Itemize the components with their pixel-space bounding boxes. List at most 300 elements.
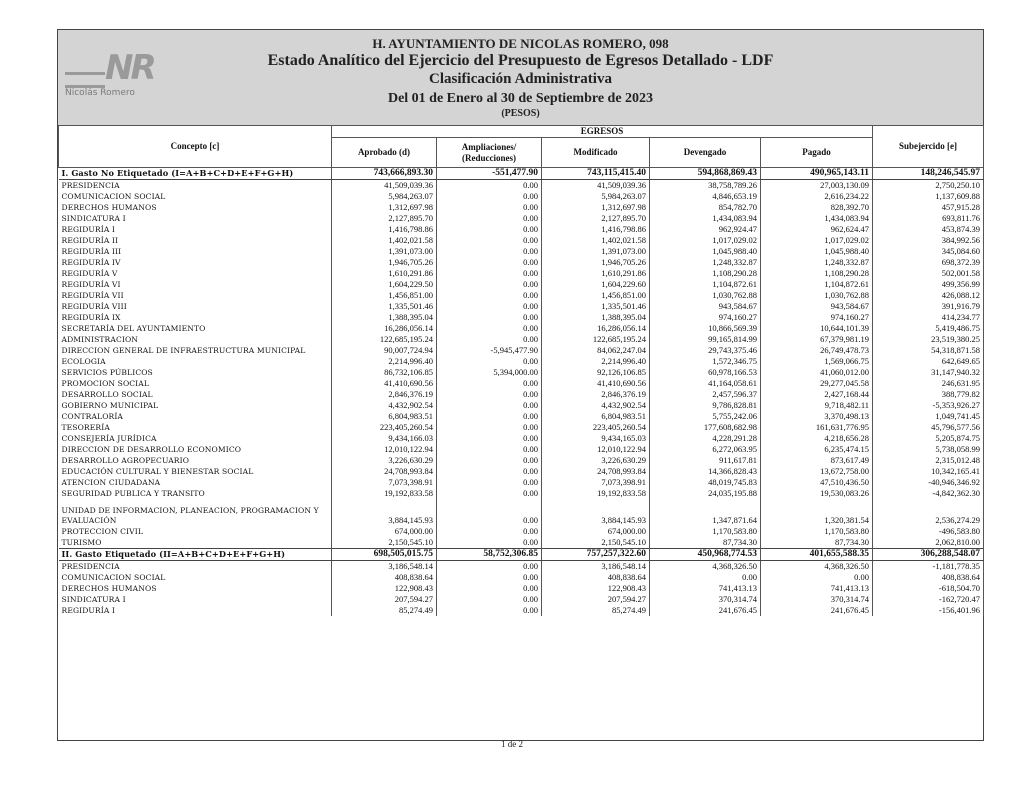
cell-modificado: 84,062,247.04 <box>542 345 650 356</box>
cell-concepto: DERECHOS HUMANOS <box>59 583 332 594</box>
report-period: Del 01 de Enero al 30 de Septiembre de 2023 <box>387 91 654 106</box>
cell-ampliaciones: 0.00 <box>437 213 542 224</box>
cell-modificado: 1,946,705.26 <box>542 257 650 268</box>
cell-aprobado: 3,226,630.29 <box>332 455 437 466</box>
cell-aprobado: 743,666,893.30 <box>332 168 437 180</box>
cell-subejercido: 453,874.39 <box>873 224 984 235</box>
cell-pagado: 873,617.49 <box>761 455 873 466</box>
cell-ampliaciones: 0.00 <box>437 561 542 573</box>
cell-devengado: 1,347,871.64 <box>650 499 761 526</box>
report-classification: Clasificación Administrativa <box>429 71 612 87</box>
cell-modificado: 122,685,195.24 <box>542 334 650 345</box>
table-row <box>59 180 984 192</box>
cell-devengado: 943,584.67 <box>650 301 761 312</box>
table-row <box>59 367 984 378</box>
cell-pagado: 6,235,474.15 <box>761 444 873 455</box>
cell-concepto: TURISMO <box>59 537 332 549</box>
cell-subejercido: 698,372.39 <box>873 257 984 268</box>
cell-modificado: 757,257,322.60 <box>542 549 650 561</box>
cell-devengado: 14,366,828.43 <box>650 466 761 477</box>
cell-subejercido: -4,842,362.30 <box>873 488 984 499</box>
cell-concepto: UNIDAD DE INFORMACION, PLANEACION, PROGRAMACION Y EVALUACIÓN <box>59 499 332 526</box>
cell-modificado: 19,192,833.58 <box>542 488 650 499</box>
cell-ampliaciones: 0.00 <box>437 594 542 605</box>
section-total-row <box>59 549 984 561</box>
cell-subejercido: 1,137,609.88 <box>873 191 984 202</box>
table-row <box>59 488 984 499</box>
col-pagado: Pagado <box>761 138 873 168</box>
page-number: 1 de 2 <box>501 739 523 749</box>
col-ampliaciones: Ampliaciones/ (Reducciones) <box>437 138 542 168</box>
cell-aprobado: 223,405,260.54 <box>332 422 437 433</box>
cell-modificado: 12,010,122.94 <box>542 444 650 455</box>
cell-pagado: 9,718,482.11 <box>761 400 873 411</box>
col-modificado: Modificado <box>542 138 650 168</box>
cell-pagado: 13,672,758.00 <box>761 466 873 477</box>
cell-modificado: 1,416,798.86 <box>542 224 650 235</box>
cell-ampliaciones: 5,394,000.00 <box>437 367 542 378</box>
cell-concepto: REGIDURÍA I <box>59 224 332 235</box>
cell-pagado: 87,734.30 <box>761 537 873 549</box>
cell-devengado: 2,457,596.37 <box>650 389 761 400</box>
cell-ampliaciones: 0.00 <box>437 499 542 526</box>
cell-aprobado: 3,884,145.93 <box>332 499 437 526</box>
cell-subejercido: 693,811.76 <box>873 213 984 224</box>
cell-concepto: REGIDURÍA I <box>59 605 332 616</box>
table-row <box>59 279 984 290</box>
cell-modificado: 2,846,376.19 <box>542 389 650 400</box>
cell-concepto: PROTECCION CIVIL <box>59 526 332 537</box>
cell-pagado: 1,569,066.75 <box>761 356 873 367</box>
table-row <box>59 268 984 279</box>
cell-aprobado: 207,594.27 <box>332 594 437 605</box>
report-header <box>58 30 983 126</box>
cell-pagado: 370,314.74 <box>761 594 873 605</box>
cell-aprobado: 90,007,724.94 <box>332 345 437 356</box>
cell-concepto: ECOLOGIA <box>59 356 332 367</box>
cell-subejercido: 1,049,741.45 <box>873 411 984 422</box>
cell-modificado: 92,126,106.85 <box>542 367 650 378</box>
table-row <box>59 594 984 605</box>
cell-modificado: 4,432,902.54 <box>542 400 650 411</box>
table-row <box>59 389 984 400</box>
cell-modificado: 1,312,697.98 <box>542 202 650 213</box>
cell-ampliaciones: 0.00 <box>437 235 542 246</box>
section-total-row <box>59 168 984 180</box>
cell-modificado: 1,391,073.00 <box>542 246 650 257</box>
table-row <box>59 213 984 224</box>
cell-aprobado: 5,984,263.07 <box>332 191 437 202</box>
cell-modificado: 2,150,545.10 <box>542 537 650 549</box>
cell-subejercido: 54,318,871.58 <box>873 345 984 356</box>
cell-pagado: 1,170,583.80 <box>761 526 873 537</box>
cell-subejercido: -156,401.96 <box>873 605 984 616</box>
cell-aprobado: 1,388,395.04 <box>332 312 437 323</box>
table-row <box>59 572 984 583</box>
cell-pagado: 1,108,290.28 <box>761 268 873 279</box>
cell-pagado: 1,030,762.88 <box>761 290 873 301</box>
table-row <box>59 433 984 444</box>
cell-devengado: 370,314.74 <box>650 594 761 605</box>
cell-concepto: REGIDURÍA VIII <box>59 301 332 312</box>
cell-concepto: DERECHOS HUMANOS <box>59 202 332 213</box>
cell-concepto: CONTRALORÍA <box>59 411 332 422</box>
cell-ampliaciones: 0.00 <box>437 444 542 455</box>
cell-subejercido: 5,738,058.99 <box>873 444 984 455</box>
cell-devengado: 10,866,569.39 <box>650 323 761 334</box>
cell-subejercido: -618,504.70 <box>873 583 984 594</box>
cell-subejercido: 2,315,012.48 <box>873 455 984 466</box>
cell-aprobado: 41,509,039.36 <box>332 180 437 192</box>
cell-ampliaciones: 0.00 <box>437 466 542 477</box>
budget-table <box>58 125 984 616</box>
col-subejercido: Subejercido [e] <box>873 126 984 168</box>
cell-concepto: II. Gasto Etiquetado (II=A+B+C+D+E+F+G+H) <box>59 549 332 561</box>
cell-pagado: 741,413.13 <box>761 583 873 594</box>
cell-pagado: 1,248,332.87 <box>761 257 873 268</box>
cell-devengado: 1,434,083.94 <box>650 213 761 224</box>
cell-concepto: SINDICATURA I <box>59 213 332 224</box>
cell-ampliaciones: 0.00 <box>437 268 542 279</box>
cell-ampliaciones: 0.00 <box>437 605 542 616</box>
cell-aprobado: 7,073,398.91 <box>332 477 437 488</box>
report-title: Estado Analítico del Ejercicio del Presupuesto de Egresos Detallado - LDF <box>267 52 774 69</box>
table-row <box>59 444 984 455</box>
cell-aprobado: 9,434,166.03 <box>332 433 437 444</box>
cell-subejercido: -40,946,346.92 <box>873 477 984 488</box>
cell-concepto: PRESIDENCIA <box>59 561 332 573</box>
cell-subejercido: -496,583.80 <box>873 526 984 537</box>
cell-modificado: 41,509,039.36 <box>542 180 650 192</box>
cell-concepto: REGIDURÍA VI <box>59 279 332 290</box>
cell-aprobado: 2,150,545.10 <box>332 537 437 549</box>
table-row <box>59 466 984 477</box>
cell-aprobado: 1,604,229.50 <box>332 279 437 290</box>
cell-devengado: 1,170,583.80 <box>650 526 761 537</box>
cell-ampliaciones: -551,477.90 <box>437 168 542 180</box>
cell-modificado: 1,610,291.86 <box>542 268 650 279</box>
cell-pagado: 490,965,143.11 <box>761 168 873 180</box>
cell-modificado: 9,434,165.03 <box>542 433 650 444</box>
cell-devengado: 60,978,166.53 <box>650 367 761 378</box>
cell-ampliaciones: -5,945,477.90 <box>437 345 542 356</box>
cell-devengado: 594,868,869.43 <box>650 168 761 180</box>
cell-modificado: 3,186,548.14 <box>542 561 650 573</box>
cell-ampliaciones: 0.00 <box>437 334 542 345</box>
cell-subejercido: 502,001.58 <box>873 268 984 279</box>
cell-devengado: 41,164,058.61 <box>650 378 761 389</box>
cell-concepto: REGIDURÍA II <box>59 235 332 246</box>
cell-ampliaciones: 0.00 <box>437 180 542 192</box>
cell-devengado: 1,108,290.28 <box>650 268 761 279</box>
cell-aprobado: 1,456,851.00 <box>332 290 437 301</box>
cell-subejercido: -1,181,778.35 <box>873 561 984 573</box>
cell-subejercido: 148,246,545.97 <box>873 168 984 180</box>
cell-ampliaciones: 0.00 <box>437 191 542 202</box>
cell-modificado: 3,884,145.93 <box>542 499 650 526</box>
cell-concepto: DESARROLLO SOCIAL <box>59 389 332 400</box>
cell-subejercido: 2,536,274.29 <box>873 499 984 526</box>
cell-concepto: PROMOCION SOCIAL <box>59 378 332 389</box>
cell-modificado: 41,410,690.56 <box>542 378 650 389</box>
table-row <box>59 345 984 356</box>
cell-concepto: DIRECCION GENERAL DE INFRAESTRUCTURA MUNICIPAL <box>59 345 332 356</box>
cell-devengado: 1,030,762.88 <box>650 290 761 301</box>
cell-aprobado: 1,946,705.26 <box>332 257 437 268</box>
entity-name: H. AYUNTAMIENTO DE NICOLAS ROMERO, 098 <box>372 36 669 51</box>
cell-pagado: 27,003,130.09 <box>761 180 873 192</box>
cell-modificado: 408,838.64 <box>542 572 650 583</box>
cell-subejercido: 31,147,940.32 <box>873 367 984 378</box>
cell-concepto: ADMINISTRACION <box>59 334 332 345</box>
cell-ampliaciones: 0.00 <box>437 477 542 488</box>
table-row <box>59 323 984 334</box>
cell-aprobado: 698,505,015.75 <box>332 549 437 561</box>
col-aprobado: Aprobado (d) <box>332 138 437 168</box>
cell-aprobado: 41,410,690.56 <box>332 378 437 389</box>
budget-table-body <box>59 168 984 617</box>
cell-pagado: 401,655,588.35 <box>761 549 873 561</box>
cell-ampliaciones: 0.00 <box>437 400 542 411</box>
cell-aprobado: 85,274.49 <box>332 605 437 616</box>
cell-pagado: 41,060,012.00 <box>761 367 873 378</box>
table-row <box>59 290 984 301</box>
cell-pagado: 47,510,436.50 <box>761 477 873 488</box>
cell-ampliaciones: 0.00 <box>437 433 542 444</box>
cell-modificado: 2,214,996.40 <box>542 356 650 367</box>
cell-modificado: 7,073,398.91 <box>542 477 650 488</box>
cell-pagado: 67,379,981.19 <box>761 334 873 345</box>
cell-ampliaciones: 0.00 <box>437 572 542 583</box>
cell-concepto: SECRETARÍA DEL AYUNTAMIENTO <box>59 323 332 334</box>
cell-aprobado: 1,402,021.58 <box>332 235 437 246</box>
cell-modificado: 674,000.00 <box>542 526 650 537</box>
col-devengado: Devengado <box>650 138 761 168</box>
table-row <box>59 537 984 549</box>
cell-ampliaciones: 0.00 <box>437 246 542 257</box>
table-row <box>59 224 984 235</box>
table-row <box>59 301 984 312</box>
cell-concepto: SERVICIOS PÚBLICOS <box>59 367 332 378</box>
cell-ampliaciones: 0.00 <box>437 290 542 301</box>
cell-subejercido: 10,342,165.41 <box>873 466 984 477</box>
table-row <box>59 411 984 422</box>
logo-text: NR <box>105 48 154 88</box>
table-row <box>59 246 984 257</box>
cell-ampliaciones: 0.00 <box>437 389 542 400</box>
cell-ampliaciones: 58,752,306.85 <box>437 549 542 561</box>
cell-devengado: 24,035,195.88 <box>650 488 761 499</box>
cell-subejercido: 2,750,250.10 <box>873 180 984 192</box>
cell-concepto: EDUCACIÓN CULTURAL Y BIENESTAR SOCIAL <box>59 466 332 477</box>
cell-aprobado: 86,732,106.85 <box>332 367 437 378</box>
cell-pagado: 19,530,083.26 <box>761 488 873 499</box>
cell-ampliaciones: 0.00 <box>437 455 542 466</box>
cell-pagado: 29,277,045.58 <box>761 378 873 389</box>
cell-modificado: 223,405,260.54 <box>542 422 650 433</box>
cell-modificado: 5,984,263.07 <box>542 191 650 202</box>
cell-devengado: 5,755,242.06 <box>650 411 761 422</box>
cell-pagado: 2,616,234.22 <box>761 191 873 202</box>
table-row <box>59 191 984 202</box>
cell-ampliaciones: 0.00 <box>437 583 542 594</box>
cell-devengado: 1,572,346.75 <box>650 356 761 367</box>
cell-ampliaciones: 0.00 <box>437 202 542 213</box>
cell-aprobado: 4,432,902.54 <box>332 400 437 411</box>
cell-concepto: DIRECCION DE DESARROLLO ECONOMICO <box>59 444 332 455</box>
cell-aprobado: 6,804,983.51 <box>332 411 437 422</box>
cell-pagado: 962,624.47 <box>761 224 873 235</box>
cell-concepto: REGIDURÍA IX <box>59 312 332 323</box>
cell-aprobado: 122,685,195.24 <box>332 334 437 345</box>
cell-pagado: 1,104,872.61 <box>761 279 873 290</box>
cell-devengado: 4,228,291.28 <box>650 433 761 444</box>
cell-devengado: 741,413.13 <box>650 583 761 594</box>
cell-ampliaciones: 0.00 <box>437 257 542 268</box>
cell-subejercido: 45,796,577.56 <box>873 422 984 433</box>
cell-aprobado: 1,335,501.46 <box>332 301 437 312</box>
cell-ampliaciones: 0.00 <box>437 312 542 323</box>
table-row <box>59 312 984 323</box>
cell-subejercido: 306,288,548.07 <box>873 549 984 561</box>
cell-devengado: 87,734.30 <box>650 537 761 549</box>
cell-ampliaciones: 0.00 <box>437 411 542 422</box>
cell-subejercido: 2,062,810.00 <box>873 537 984 549</box>
cell-devengado: 1,104,872.61 <box>650 279 761 290</box>
cell-ampliaciones: 0.00 <box>437 378 542 389</box>
cell-aprobado: 2,846,376.19 <box>332 389 437 400</box>
table-row <box>59 422 984 433</box>
cell-ampliaciones: 0.00 <box>437 488 542 499</box>
cell-modificado: 1,456,851.00 <box>542 290 650 301</box>
table-row <box>59 605 984 616</box>
logo-subtext: Nicolás Romero <box>65 88 135 98</box>
cell-concepto: ATENCION CIUDADANA <box>59 477 332 488</box>
cell-devengado: 911,617.81 <box>650 455 761 466</box>
cell-concepto: REGIDURÍA III <box>59 246 332 257</box>
cell-modificado: 24,708,993.84 <box>542 466 650 477</box>
cell-pagado: 1,017,029.02 <box>761 235 873 246</box>
cell-subejercido: 246,631.95 <box>873 378 984 389</box>
cell-modificado: 122,908.43 <box>542 583 650 594</box>
cell-devengado: 450,968,774.53 <box>650 549 761 561</box>
table-row <box>59 400 984 411</box>
cell-pagado: 0.00 <box>761 572 873 583</box>
cell-devengado: 48,019,745.83 <box>650 477 761 488</box>
cell-ampliaciones: 0.00 <box>437 279 542 290</box>
cell-subejercido: 408,838.64 <box>873 572 984 583</box>
cell-concepto: REGIDURÍA V <box>59 268 332 279</box>
cell-pagado: 943,584.67 <box>761 301 873 312</box>
cell-subejercido: 414,234.77 <box>873 312 984 323</box>
cell-aprobado: 408,838.64 <box>332 572 437 583</box>
cell-aprobado: 1,391,073.00 <box>332 246 437 257</box>
col-egresos: EGRESOS <box>332 126 873 138</box>
cell-subejercido: 457,915.28 <box>873 202 984 213</box>
table-row <box>59 202 984 213</box>
cell-aprobado: 2,127,895.70 <box>332 213 437 224</box>
report-units: (PESOS) <box>501 108 540 119</box>
cell-subejercido: 499,356.99 <box>873 279 984 290</box>
cell-concepto: COMUNICACION SOCIAL <box>59 572 332 583</box>
cell-concepto: REGIDURÍA IV <box>59 257 332 268</box>
cell-pagado: 4,218,656.28 <box>761 433 873 444</box>
cell-subejercido: -162,720.47 <box>873 594 984 605</box>
cell-subejercido: 5,419,486.75 <box>873 323 984 334</box>
cell-aprobado: 16,286,056.14 <box>332 323 437 334</box>
cell-devengado: 241,676.45 <box>650 605 761 616</box>
cell-aprobado: 674,000.00 <box>332 526 437 537</box>
table-row <box>59 477 984 488</box>
cell-ampliaciones: 0.00 <box>437 301 542 312</box>
cell-modificado: 743,115,415.40 <box>542 168 650 180</box>
cell-concepto: REGIDURÍA VII <box>59 290 332 301</box>
cell-modificado: 6,804,983.51 <box>542 411 650 422</box>
cell-aprobado: 2,214,996.40 <box>332 356 437 367</box>
cell-devengado: 38,758,789.26 <box>650 180 761 192</box>
cell-subejercido: 426,088.12 <box>873 290 984 301</box>
cell-pagado: 26,749,478.73 <box>761 345 873 356</box>
cell-concepto: COMUNICACION SOCIAL <box>59 191 332 202</box>
cell-devengado: 854,782.70 <box>650 202 761 213</box>
cell-ampliaciones: 0.00 <box>437 526 542 537</box>
cell-modificado: 1,388,395.04 <box>542 312 650 323</box>
cell-devengado: 1,045,988.40 <box>650 246 761 257</box>
cell-modificado: 2,127,895.70 <box>542 213 650 224</box>
cell-subejercido: 345,084.60 <box>873 246 984 257</box>
cell-devengado: 177,608,682.98 <box>650 422 761 433</box>
col-concepto: Concepto [c] <box>59 126 332 168</box>
cell-pagado: 241,676.45 <box>761 605 873 616</box>
cell-devengado: 99,165,814.99 <box>650 334 761 345</box>
cell-pagado: 1,045,988.40 <box>761 246 873 257</box>
cell-devengado: 1,017,029.02 <box>650 235 761 246</box>
cell-modificado: 3,226,630.29 <box>542 455 650 466</box>
cell-aprobado: 122,908.43 <box>332 583 437 594</box>
report-sheet <box>57 29 984 741</box>
cell-aprobado: 24,708,993.84 <box>332 466 437 477</box>
cell-devengado: 962,924.47 <box>650 224 761 235</box>
cell-modificado: 1,402,021.58 <box>542 235 650 246</box>
table-row <box>59 378 984 389</box>
cell-aprobado: 1,312,697.98 <box>332 202 437 213</box>
cell-aprobado: 3,186,548.14 <box>332 561 437 573</box>
cell-pagado: 974,160.27 <box>761 312 873 323</box>
table-row <box>59 356 984 367</box>
cell-modificado: 85,274.49 <box>542 605 650 616</box>
cell-devengado: 6,272,063.95 <box>650 444 761 455</box>
cell-pagado: 1,320,381.54 <box>761 499 873 526</box>
cell-devengado: 9,786,828.81 <box>650 400 761 411</box>
cell-ampliaciones: 0.00 <box>437 537 542 549</box>
cell-devengado: 29,743,375.46 <box>650 345 761 356</box>
cell-pagado: 10,644,101.39 <box>761 323 873 334</box>
cell-pagado: 161,631,776.95 <box>761 422 873 433</box>
cell-modificado: 1,604,229.60 <box>542 279 650 290</box>
cell-aprobado: 1,416,798.86 <box>332 224 437 235</box>
cell-pagado: 2,427,168.44 <box>761 389 873 400</box>
cell-subejercido: 5,205,874.75 <box>873 433 984 444</box>
cell-concepto: DESARROLLO AGROPECUARIO <box>59 455 332 466</box>
cell-subejercido: 23,519,380.25 <box>873 334 984 345</box>
cell-devengado: 974,160.27 <box>650 312 761 323</box>
cell-concepto: SEGURIDAD PUBLICA Y TRANSITO <box>59 488 332 499</box>
cell-ampliaciones: 0.00 <box>437 224 542 235</box>
cell-devengado: 4,846,653.19 <box>650 191 761 202</box>
cell-modificado: 16,286,056.14 <box>542 323 650 334</box>
cell-pagado: 828,392.70 <box>761 202 873 213</box>
table-row <box>59 455 984 466</box>
